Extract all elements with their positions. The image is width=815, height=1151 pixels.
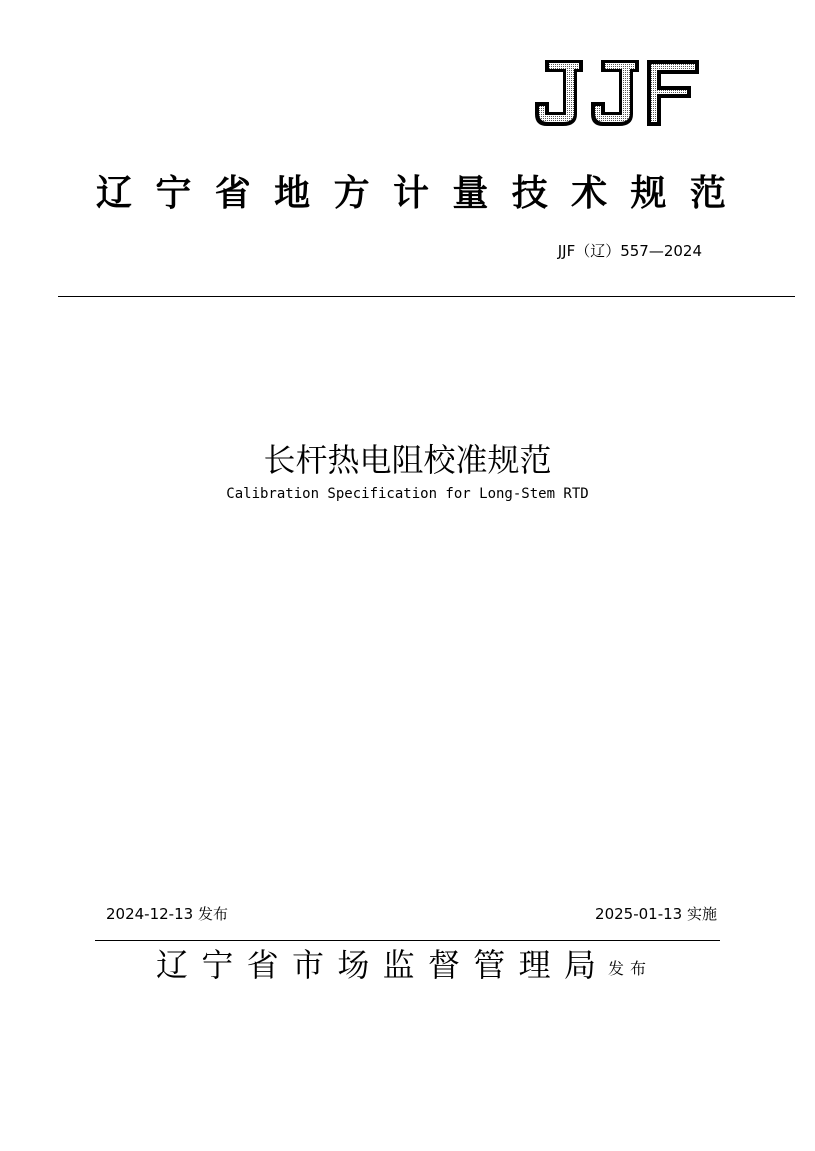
standard-title-char: 量	[452, 173, 489, 214]
standard-title	[96, 170, 726, 218]
publisher-char: 理	[518, 946, 551, 984]
publisher-char: 管	[473, 946, 506, 984]
standard-number: JJF（辽）557—2024	[557, 242, 702, 260]
bottom-divider	[95, 940, 720, 941]
publisher-char: 督	[427, 946, 460, 984]
document-title-chinese: 长杆热电阻校准规范	[263, 441, 552, 479]
publisher-char: 省	[246, 946, 279, 984]
publisher-char: 场	[337, 946, 370, 984]
effective-date: 2025-01-13 实施	[595, 905, 717, 923]
standard-title-char: 辽	[96, 173, 133, 214]
top-divider	[58, 296, 795, 297]
publish-label: 发布	[608, 959, 653, 978]
publisher-char: 市	[291, 946, 324, 984]
logo-letter-f	[647, 60, 699, 126]
logo-letter-j1	[535, 60, 583, 126]
standard-title-char: 计	[392, 173, 429, 214]
standard-title-char: 地	[274, 173, 311, 214]
standard-title-char: 术	[571, 173, 608, 214]
publisher-char: 宁	[201, 946, 234, 984]
document-title-english: Calibration Specification for Long-Stem RTD	[226, 486, 589, 502]
standard-title-char: 方	[333, 173, 370, 214]
standard-title-char: 省	[214, 173, 251, 214]
publisher-name	[156, 944, 596, 986]
standard-title-char: 范	[689, 173, 726, 214]
standard-title-char: 规	[630, 173, 667, 214]
jjf-logo	[531, 56, 703, 130]
logo-letter-j2	[591, 60, 639, 126]
issue-date: 2024-12-13 发布	[106, 905, 228, 923]
publisher-char: 监	[382, 946, 415, 984]
publisher-char: 局	[563, 946, 596, 984]
standard-title-char: 技	[511, 173, 548, 214]
publisher-char: 辽	[156, 946, 189, 984]
standard-title-char: 宁	[155, 173, 192, 214]
